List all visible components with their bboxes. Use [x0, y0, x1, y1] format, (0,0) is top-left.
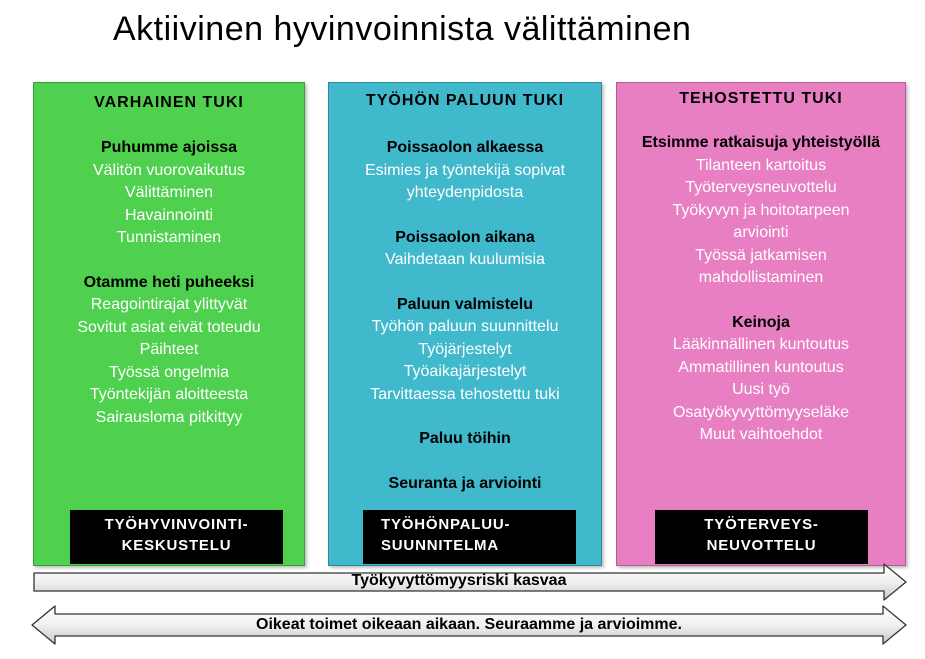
- section-header: Otamme heti puheeksi: [83, 273, 255, 291]
- risk-arrow-label: Työkyvyttömyysriski kasvaa: [351, 572, 567, 589]
- list-item: Työssä jatkamisen: [695, 246, 827, 264]
- section-header: Puhumme ajoissa: [100, 139, 238, 156]
- list-item: Työjärjestelyt: [418, 340, 512, 358]
- action-arrow-label: Oikeat toimet oikeaan aikaan. Seuraamme ja arvioimme.: [256, 616, 682, 633]
- column-heading: TEHOSTETTU TUKI: [679, 90, 843, 107]
- list-item: Reagointirajat ylittyvät: [90, 296, 248, 313]
- list-item: Osatyökyvyttömyyseläke: [672, 403, 850, 421]
- list-item: Sairausloma pitkittyy: [95, 408, 243, 426]
- list-item: yhteydenpidosta: [406, 184, 524, 201]
- page-title: Aktiivinen hyvinvoinnista välittäminen: [113, 10, 692, 48]
- section-header: Poissaolon aikana: [395, 228, 535, 246]
- list-item: arviointi: [733, 224, 789, 241]
- box-line: KESKUSTELU: [121, 537, 232, 554]
- box-line: SUUNNITELMA: [381, 537, 499, 554]
- list-item: mahdollistaminen: [698, 269, 824, 286]
- list-item: Tilanteen kartoitus: [695, 156, 827, 174]
- list-item: Työhön paluun suunnittelu: [371, 318, 559, 335]
- list-item: Esimies ja työntekijä sopivat: [364, 161, 566, 179]
- list-item: Tunnistaminen: [116, 229, 222, 246]
- section-header: Paluu töihin: [419, 430, 511, 447]
- section-header: Keinoja: [732, 313, 790, 331]
- box-line: TYÖHYVINVOINTI-: [104, 516, 249, 533]
- box-line: NEUVOTTELU: [706, 537, 817, 554]
- list-item: Päihteet: [139, 341, 199, 358]
- list-item: Lääkinnällinen kuntoutus: [672, 336, 850, 353]
- list-item: Työaikajärjestelyt: [403, 363, 527, 380]
- box-line: TYÖTERVEYS-: [704, 516, 819, 533]
- list-item: Työkyvyn ja hoitotarpeen: [672, 201, 850, 219]
- list-item: Välitön vuorovaikutus: [92, 161, 246, 179]
- box-line: TYÖHÖNPALUU-: [381, 516, 511, 533]
- column-heading: VARHAINEN TUKI: [94, 94, 244, 111]
- section-header: Etsimme ratkaisuja yhteistyöllä: [641, 134, 881, 151]
- list-item: Uusi työ: [732, 381, 790, 398]
- list-item: Havainnointi: [124, 206, 214, 224]
- section-header: Seuranta ja arviointi: [388, 474, 542, 492]
- list-item: Sovitut asiat eivät toteudu: [77, 318, 261, 336]
- section-header: Paluun valmistelu: [396, 295, 534, 313]
- list-item: Tarvittaessa tehostettu tuki: [370, 385, 560, 403]
- list-item: Ammatillinen kuntoutus: [678, 358, 844, 376]
- section-header: Poissaolon alkaessa: [386, 139, 544, 156]
- list-item: Vaihdetaan kuulumisia: [385, 251, 545, 268]
- list-item: Työterveysneuvottelu: [685, 179, 837, 196]
- list-item: Työntekijän aloitteesta: [89, 386, 249, 403]
- column-heading: TYÖHÖN PALUUN TUKI: [365, 92, 565, 109]
- list-item: Muut vaihtoehdot: [699, 426, 823, 443]
- list-item: Välittäminen: [124, 184, 214, 201]
- list-item: Työssä ongelmia: [108, 363, 230, 381]
